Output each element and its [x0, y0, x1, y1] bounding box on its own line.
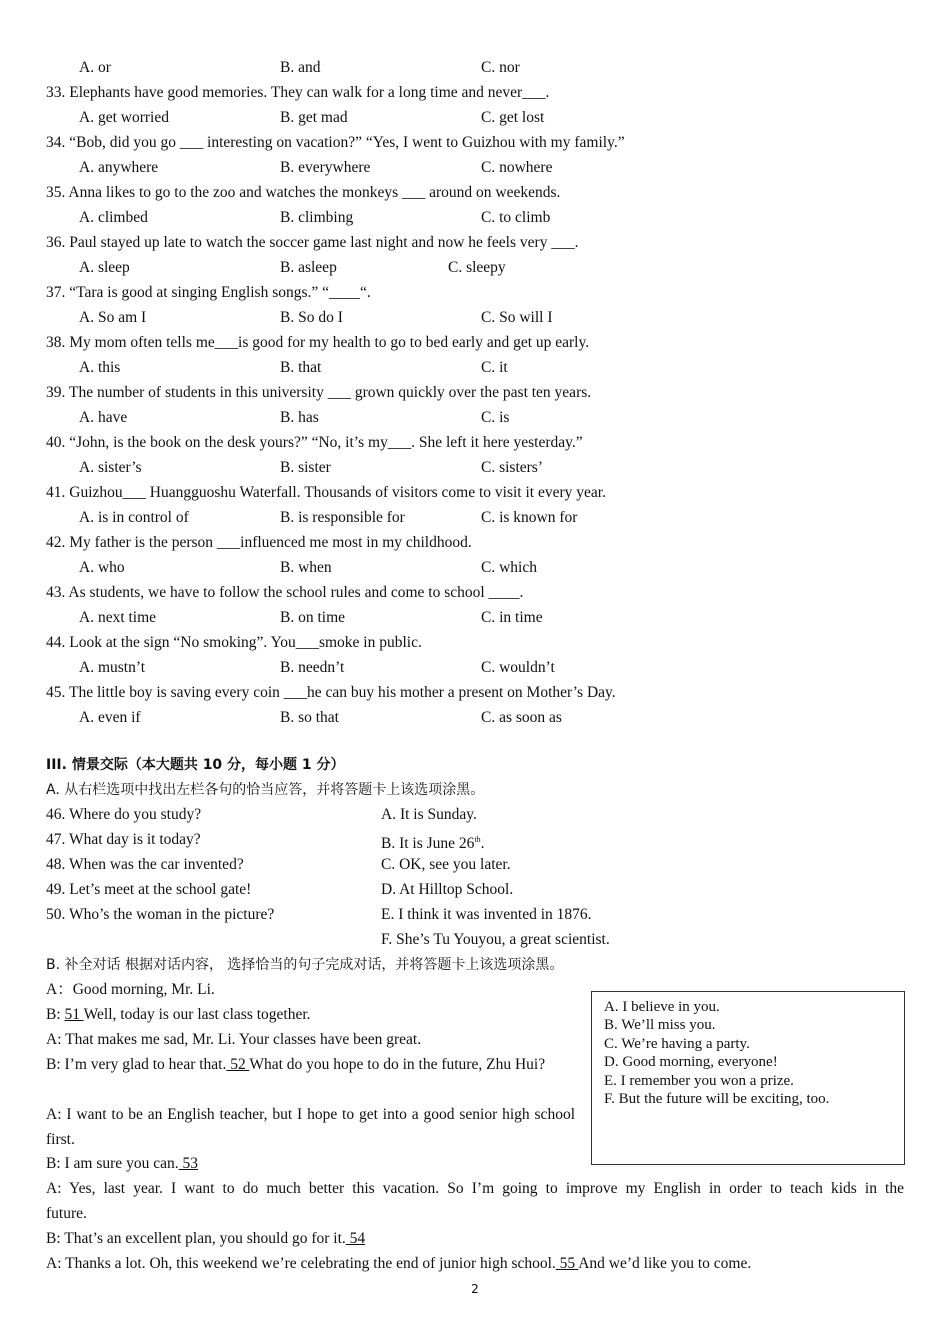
- option-a: A. get worried: [79, 109, 169, 126]
- dialogue-line: A: Yes, last year. I want to do much better this vacation. So I’m going to improve my English in order to teach kids in the: [46, 1180, 904, 1197]
- option-b: B. get mad: [280, 109, 348, 126]
- option-b: B. has: [280, 409, 319, 426]
- box-option: D. Good morning, everyone!: [604, 1054, 778, 1070]
- question-stem: 39. The number of students in this university ___ grown quickly over the past ten years.: [46, 384, 592, 401]
- question-stem: 40. “John, is the book on the desk yours?” “No, it’s my___. She left it here yesterday.”: [46, 434, 583, 451]
- question-stem: 36. Paul stayed up late to watch the soccer game last night and now he feels very ___.: [46, 234, 579, 251]
- matching-answer: F. She’s Tu Youyou, a great scientist.: [381, 931, 610, 948]
- question-stem: 41. Guizhou___ Huangguoshu Waterfall. Thousands of visitors come to visit it every year.: [46, 484, 606, 501]
- box-option: E. I remember you won a prize.: [604, 1073, 794, 1089]
- options-box: [591, 991, 905, 1165]
- dialogue-line: future.: [46, 1205, 87, 1222]
- box-option: C. We’re having a party.: [604, 1036, 750, 1052]
- matching-question: 50. Who’s the woman in the picture?: [46, 906, 275, 923]
- option-b: B. so that: [280, 709, 339, 726]
- option-a: A. even if: [79, 709, 141, 726]
- matching-question: 49. Let’s meet at the school gate!: [46, 881, 252, 898]
- box-option: F. But the future will be exciting, too.: [604, 1091, 830, 1107]
- option-b: B. everywhere: [280, 159, 371, 176]
- dialogue-line: A: Thanks a lot. Oh, this weekend we’re celebrating the end of junior high school. 55 And we’d like you to come.: [46, 1255, 752, 1272]
- box-option: A. I believe in you.: [604, 999, 720, 1015]
- question-stem: 35. Anna likes to go to the zoo and watches the monkeys ___ around on weekends.: [46, 184, 561, 201]
- question-stem: 43. As students, we have to follow the school rules and come to school ____.: [46, 584, 524, 601]
- dialogue-line: B: I’m very glad to hear that. 52 What do you hope to do in the future, Zhu Hui?: [46, 1056, 546, 1073]
- option-c: C. sleepy: [448, 259, 506, 276]
- option-b: B. sister: [280, 459, 331, 476]
- option-c: C. wouldn’t: [481, 659, 555, 676]
- option-c: C. nor: [481, 59, 520, 76]
- option-a: A. mustn’t: [79, 659, 146, 676]
- option-c: C. in time: [481, 609, 543, 626]
- dialogue-line: B: That’s an excellent plan, you should go for it. 54: [46, 1230, 366, 1247]
- option-a: A. anywhere: [79, 159, 159, 176]
- matching-answer: A. It is Sunday.: [381, 806, 477, 823]
- option-a: A. climbed: [79, 209, 148, 226]
- option-c: C. So will I: [481, 309, 553, 326]
- blank-55: 55: [555, 1255, 579, 1272]
- option-b: B. So do I: [280, 309, 343, 326]
- option-c: C. sisters’: [481, 459, 543, 476]
- dialogue-line: A: That makes me sad, Mr. Li. Your classes have been great.: [46, 1031, 422, 1048]
- option-a: A. this: [79, 359, 121, 376]
- option-c: C. nowhere: [481, 159, 553, 176]
- part-b-instruction: B. 补全对话 根据对话内容， 选择恰当的句子完成对话，并将答题卡上该选项涂黑。: [46, 957, 564, 973]
- option-b: B. asleep: [280, 259, 337, 276]
- option-b: B. when: [280, 559, 332, 576]
- option-c: C. get lost: [481, 109, 545, 126]
- blank-52: 52: [226, 1056, 250, 1073]
- option-b: B. needn’t: [280, 659, 345, 676]
- dialogue-line: B: I am sure you can. 53: [46, 1155, 198, 1172]
- page-number: 2: [471, 1282, 479, 1296]
- question-stem: 42. My father is the person ___influenced me most in my childhood.: [46, 534, 472, 551]
- question-stem: 37. “Tara is good at singing English songs.” “____“.: [46, 284, 371, 301]
- option-b: B. and: [280, 59, 321, 76]
- blank-51: 51: [64, 1006, 84, 1023]
- dialogue-line: A: I want to be an English teacher, but I hope to get into a good senior high school first.: [46, 1106, 575, 1148]
- matching-answer: C. OK, see you later.: [381, 856, 511, 873]
- matching-question: 48. When was the car invented?: [46, 856, 244, 873]
- option-b: B. that: [280, 359, 322, 376]
- section-title: III. 情景交际（本大题共 10 分，每小题 1 分）: [46, 757, 345, 773]
- option-c: C. it: [481, 359, 508, 376]
- dialogue-line: B: 51 Well, today is our last class together.: [46, 1006, 311, 1023]
- dialogue-line: A：Good morning, Mr. Li.: [46, 981, 215, 998]
- option-a: A. or: [79, 59, 111, 76]
- question-stem: 44. Look at the sign “No smoking”. You___smoke in public.: [46, 634, 422, 651]
- question-stem: 38. My mom often tells me___is good for my health to go to bed early and get up early.: [46, 334, 590, 351]
- matching-answer: B. It is June 26th.: [381, 835, 485, 853]
- question-stem: 33. Elephants have good memories. They can walk for a long time and never___.: [46, 84, 550, 101]
- matching-answer: E. I think it was invented in 1876.: [381, 906, 592, 923]
- question-stem: 45. The little boy is saving every coin ___he can buy his mother a present on Mother’s Day.: [46, 684, 616, 701]
- option-a: A. sister’s: [79, 459, 142, 476]
- blank-53: 53: [178, 1155, 198, 1172]
- blank-54: 54: [345, 1230, 366, 1247]
- option-a: A. So am I: [79, 309, 147, 326]
- option-b: B. is responsible for: [280, 509, 405, 526]
- option-c: C. as soon as: [481, 709, 562, 726]
- option-c: C. to climb: [481, 209, 551, 226]
- matching-answer: D. At Hilltop School.: [381, 881, 514, 898]
- matching-question: 47. What day is it today?: [46, 831, 201, 848]
- question-stem: 34. “Bob, did you go ___ interesting on vacation?” “Yes, I went to Guizhou with my family.”: [46, 134, 625, 151]
- option-a: A. sleep: [79, 259, 130, 276]
- part-a-instruction: A. 从右栏选项中找出左栏各句的恰当应答，并将答题卡上该选项涂黑。: [46, 782, 485, 798]
- option-c: C. which: [481, 559, 537, 576]
- box-option: B. We’ll miss you.: [604, 1017, 716, 1033]
- option-b: B. on time: [280, 609, 346, 626]
- option-b: B. climbing: [280, 209, 354, 226]
- option-c: C. is: [481, 409, 510, 426]
- option-a: A. is in control of: [79, 509, 189, 526]
- option-c: C. is known for: [481, 509, 578, 526]
- option-a: A. have: [79, 409, 128, 426]
- option-a: A. next time: [79, 609, 157, 626]
- option-a: A. who: [79, 559, 125, 576]
- matching-question: 46. Where do you study?: [46, 806, 202, 823]
